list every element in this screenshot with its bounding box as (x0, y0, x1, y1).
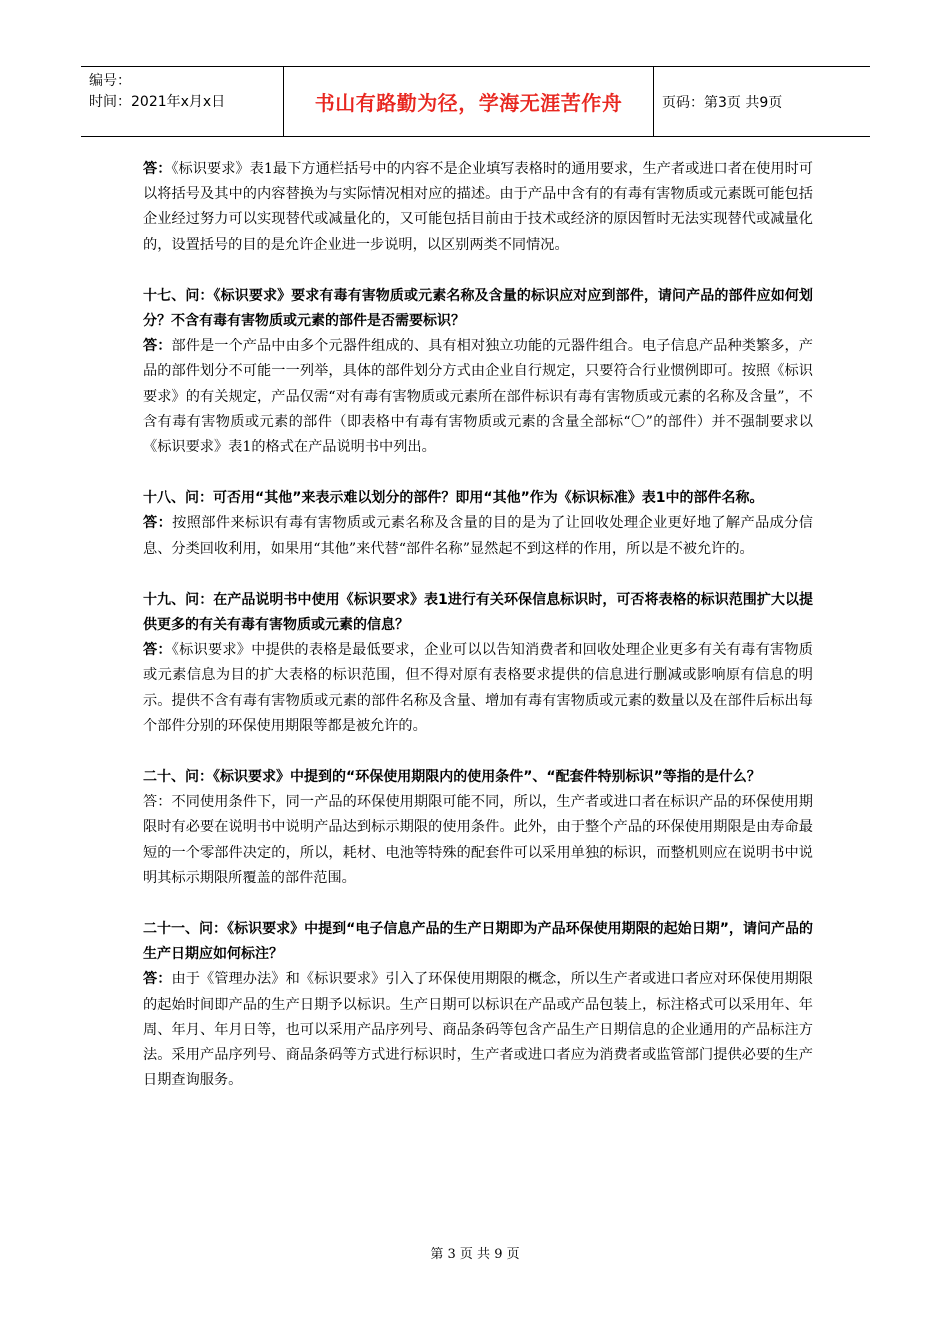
qa-block (143, 157, 813, 258)
document-time: 时间：2021年x月x日 (89, 94, 226, 110)
question-text: 十八、问：可否用“其他”来表示难以划分的部件？即用“其他”作为《标识标准》表1中的部件名称。 (143, 490, 764, 507)
question-text: 十七、问：《标识要求》要求有毒有害物质或元素名称及含量的标识应对应到部件，请问产品的部件应如何划分？不含有毒有害物质或元素的部件是否需要标识？ (143, 287, 813, 330)
qa-block (143, 486, 813, 562)
answer-text: 由于《管理办法》和《标识要求》引入了环保使用期限的概念，所以生产者或进口者应对环保使用期限的起始时间即产品的生产日期予以标识。生产日期可以标识在产品或产品包装上，标注格式可以采用年、年周、年月、年月日等，也可以采用产品序列号、商品条码等包含产品生产日期信息的企业通用的产品标注方法。采用产品序列号、商品条码等方式进行标识时，生产者或进口者应为消费者或监管部门提供必要的生产日期查询服务。 (143, 971, 813, 1089)
page-header (81, 66, 870, 137)
qa-block (143, 765, 813, 891)
question-text: 十九、问：在产品说明书中使用《标识要求》表1进行有关环保信息标识时，可否将表格的标识范围扩大以提供更多的有关有毒有害物质或元素的信息？ (143, 591, 813, 634)
page-footer: 第 3 页 共 9 页 (430, 1247, 520, 1262)
answer-paragraph (143, 157, 813, 258)
header-meta (81, 67, 283, 136)
answer-paragraph (143, 334, 813, 460)
answer-paragraph (143, 967, 813, 1093)
answer-label: 答： (143, 794, 172, 811)
answer-label: 答： (143, 338, 172, 355)
answer-label: 答： (143, 161, 172, 177)
header-page-info: 页码：第3页 共9页 (662, 94, 783, 111)
answer-text: 按照部件来标识有毒有害物质或元素名称及含量的目的是为了让回收处理企业更好地了解产品成分信息、分类回收利用，如果用“其他”来代替“部件名称”显然起不到这样的作用，所以是不被允许的。 (143, 515, 813, 557)
document-number-label: 编号： (89, 73, 131, 89)
question-text: 二十一、问：《标识要求》中提到“电子信息产品的生产日期即为产品环保使用期限的起始日期”，请问产品的生产日期应如何标注？ (143, 921, 813, 963)
answer-paragraph (143, 511, 813, 561)
answer-paragraph (143, 638, 813, 739)
answer-text: 部件是一个产品中由多个元器件组成的、具有相对独立功能的元器件组合。电子信息产品种类繁多，产品的部件划分不可能一一列举，具体的部件划分方式由企业自行规定，只要符合行业惯例即可。按照《标识要求》的有关规定，产品仅需“对有毒有害物质或元素所在部件标识有毒有害物质或元素的名称及含量”，不含有毒有害物质或元素的部件（即表格中有毒有害物质或元素的含量全部标“〇”的部件）并不强制要求以《标识要求》表1的格式在产品说明书中列出。 (143, 338, 813, 456)
qa-block (143, 917, 813, 1093)
answer-text: 《标识要求》表1最下方通栏括号中的内容不是企业填写表格时的通用要求，生产者或进口者在使用时可以将括号及其中的内容替换为与实际情况相对应的描述。由于产品中含有的有毒有害物质或元素既可能包括企业经过努力可以实现替代或减量化的，又可能包括目前由于技术或经济的原因暂时无法实现替代或减量化的，设置括号的目的是允许企业进一步说明，以区别两类不同情况。 (143, 161, 813, 253)
answer-paragraph (143, 790, 813, 891)
document-body (143, 157, 813, 1120)
answer-text: 不同使用条件下，同一产品的环保使用期限可能不同，所以，生产者或进口者在标识产品的环保使用期限时有必要在说明书中说明产品达到标示期限的使用条件。此外，由于整个产品的环保使用期限是由寿命最短的一个零部件决定的，所以，耗材、电池等特殊的配套件可以采用单独的标识，而整机则应在说明书中说明其标示期限所覆盖的部件范围。 (143, 794, 813, 886)
answer-label: 答： (143, 642, 172, 659)
question-text: 二十、问：《标识要求》中提到的“环保使用期限内的使用条件”、“配套件特别标识”等指的是什么？ (143, 769, 761, 786)
header-motto: 书山有路勤为径，学海无涯苦作舟 (283, 67, 654, 136)
qa-block (143, 588, 813, 739)
qa-block (143, 284, 813, 460)
answer-text: 《标识要求》中提供的表格是最低要求，企业可以以告知消费者和回收处理企业更多有关有毒有害物质或元素信息为目的扩大表格的标识范围，但不得对原有表格要求提供的信息进行删减或影响原有信息的明示。提供不含有毒有害物质或元素的部件名称及含量、增加有毒有害物质或元素的数量以及在部件后标出每个部件分别的环保使用期限等都是被允许的。 (143, 642, 813, 734)
answer-label: 答： (143, 971, 172, 988)
answer-label: 答： (143, 515, 173, 532)
